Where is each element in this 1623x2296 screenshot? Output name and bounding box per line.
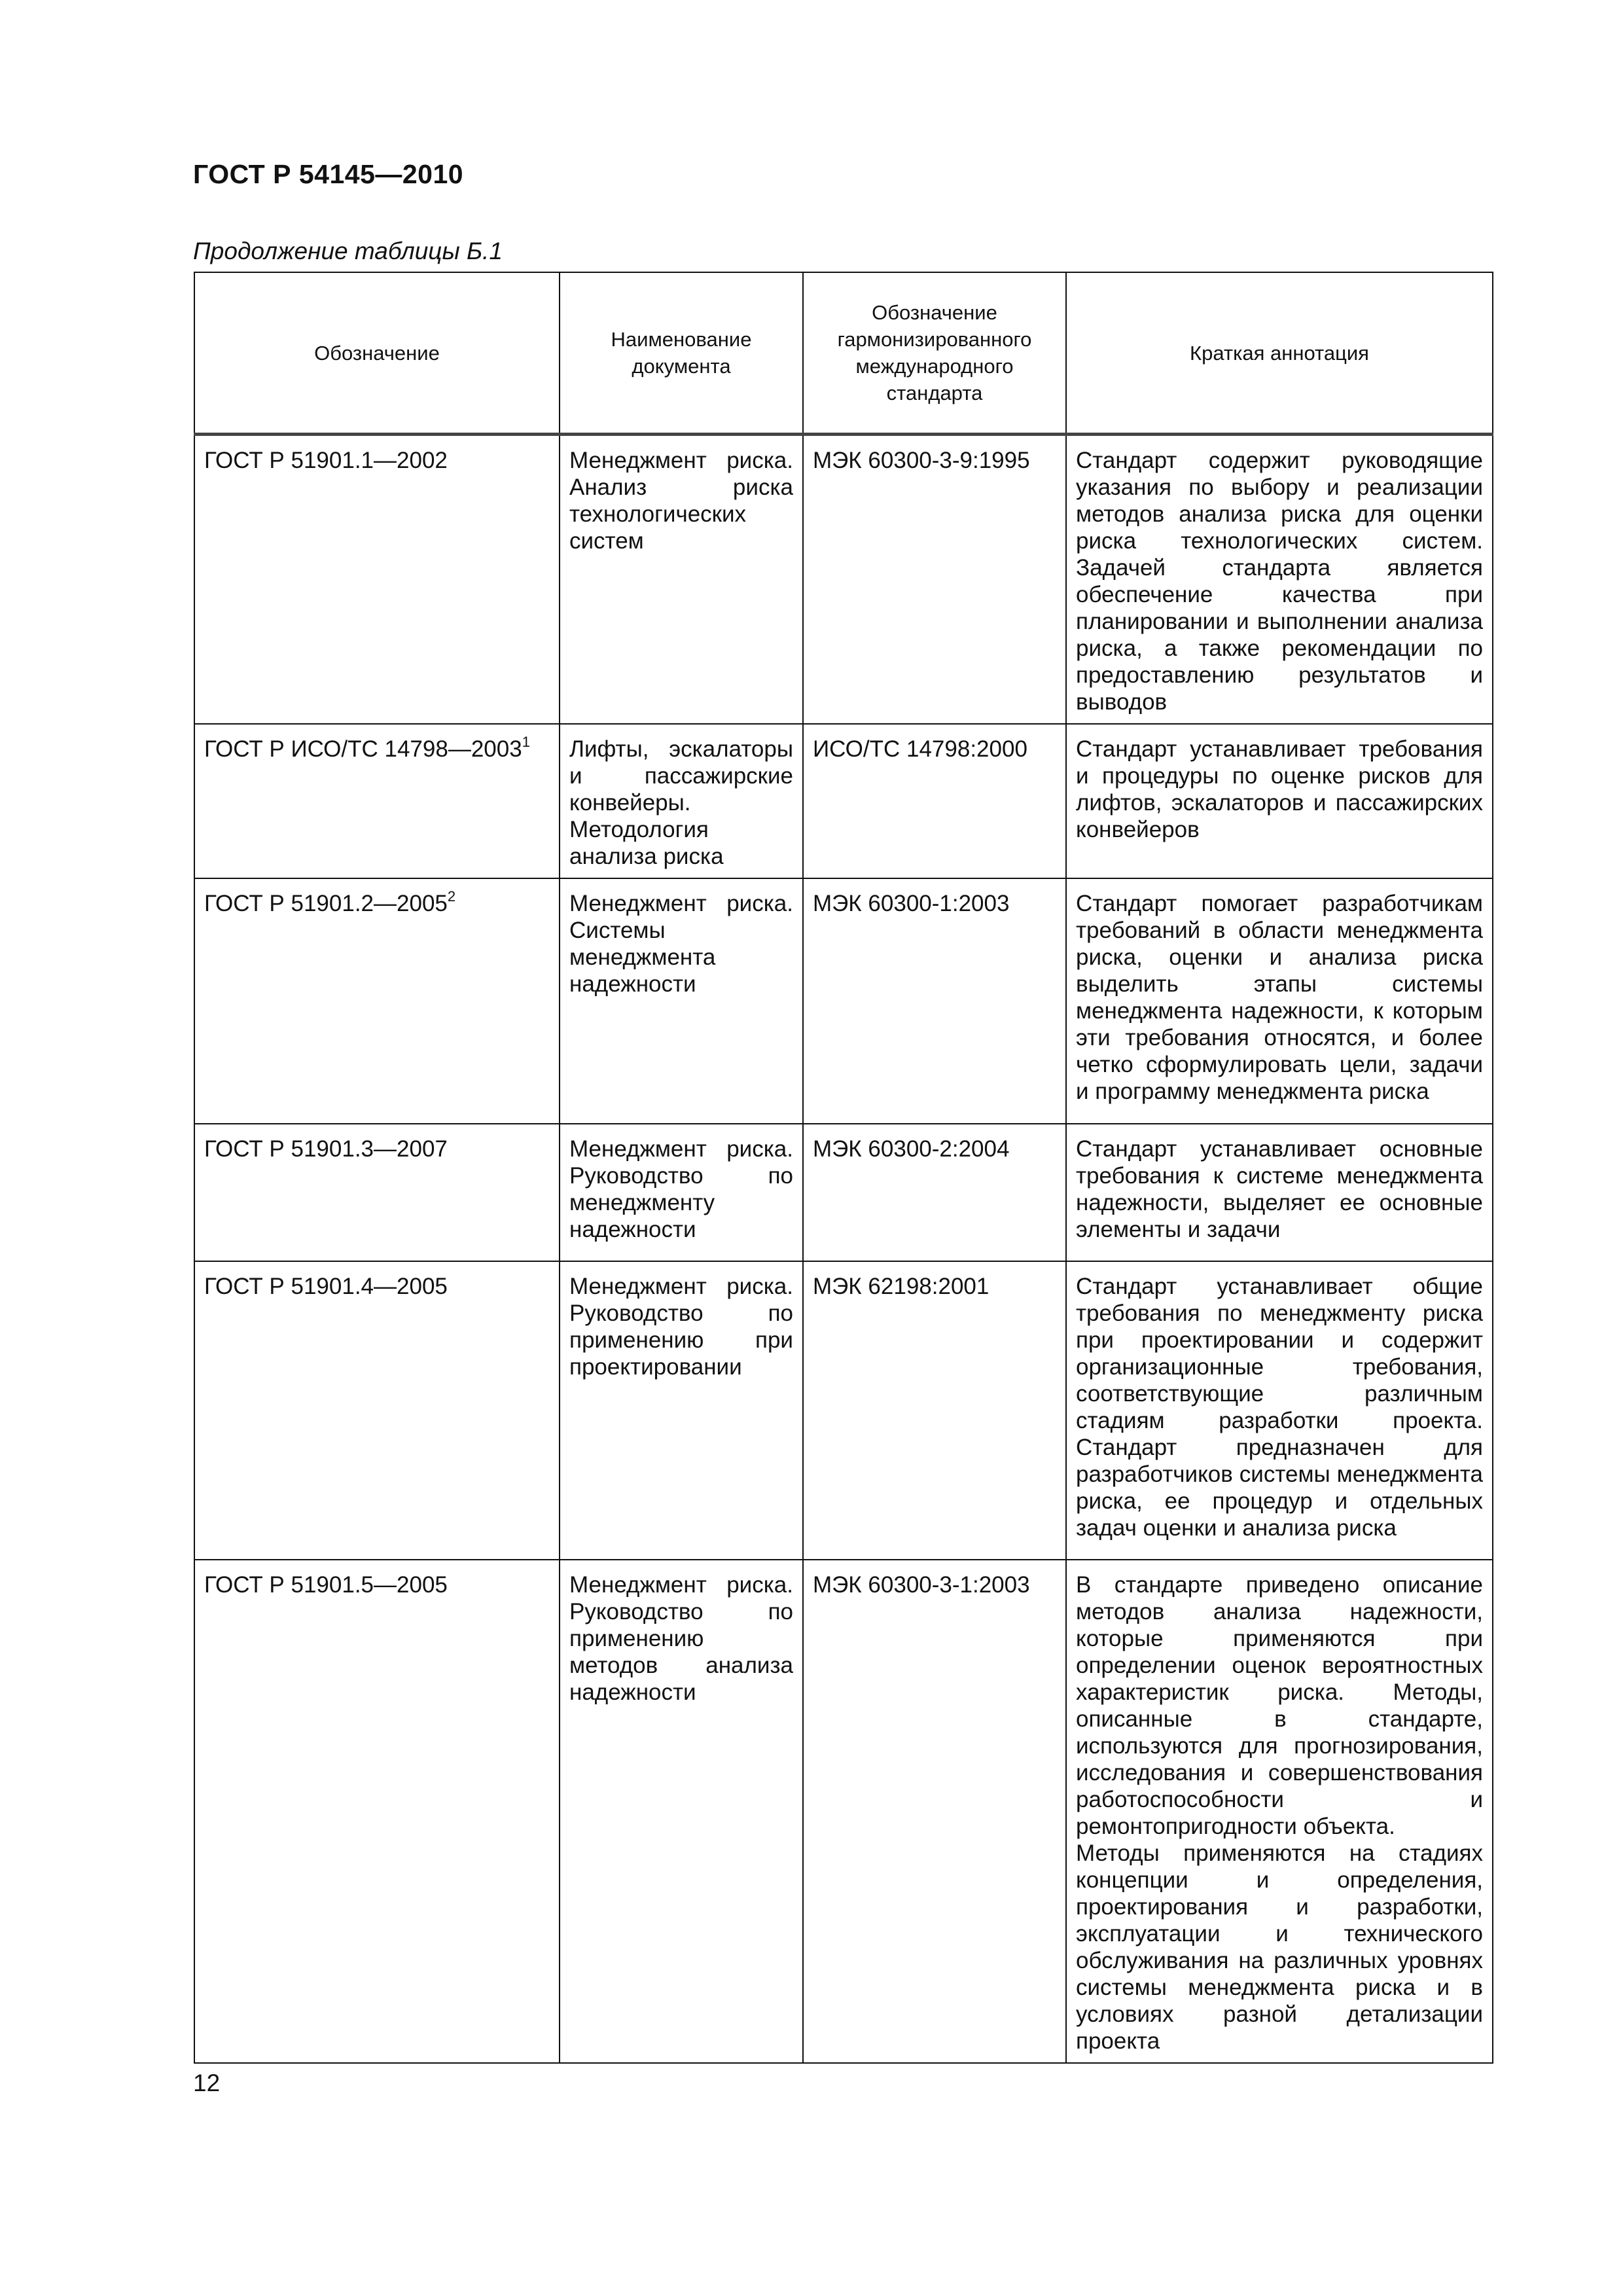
annotation-cell	[1066, 878, 1493, 1124]
footnote-mark: 2	[447, 888, 456, 905]
designation-cell: ГОСТ Р 51901.2—2005$^2$	[194, 878, 560, 1124]
footnote-mark: 1	[522, 734, 530, 751]
table-row	[194, 724, 1493, 878]
international-standard-cell: МЭК 62198:2001	[803, 1261, 1066, 1560]
designation-cell: ГОСТ Р 51901.1—2002	[194, 435, 560, 725]
column-header-international-standard: Обозначение гармонизированного международного стандарта	[803, 272, 1066, 435]
table-header-row	[194, 272, 1493, 435]
designation-cell: ГОСТ Р ИСО/ТС 14798—2003$^1$	[194, 724, 560, 878]
table-row	[194, 435, 1493, 725]
international-standard-cell: МЭК 60300-3-1:2003	[803, 1560, 1066, 2063]
document-name-cell: Лифты, эскалаторы и пассажирские конвейеры. Методология анализа риска	[560, 724, 803, 878]
international-standard-cell: МЭК 60300-2:2004	[803, 1124, 1066, 1261]
designation-cell: ГОСТ Р 51901.3—2007	[194, 1124, 560, 1261]
column-header-designation: Обозначение	[194, 272, 560, 435]
annotation-paragraph: Стандарт устанавливает общие требования по менеджменту риска при проектировании и содержит организационные требования, соответствующие различным стадиям разработки проекта. Стандарт предназначен для разработчиков системы менеджмента риска, ее процедур и отдельных задач оценки и анализа риска	[1076, 1274, 1483, 1541]
page-number: 12	[193, 2070, 221, 2096]
document-name-cell: Менеджмент риска. Руководство по менеджменту надежности	[560, 1124, 803, 1261]
column-header-annotation: Краткая аннотация	[1066, 272, 1493, 435]
table-row	[194, 878, 1493, 1124]
annotation-paragraph: Методы применяются на стадиях концепции и определения, проектирования и разработки, эксплуатации и технического обслуживания на различных уровнях системы менеджмента риска и в условиях разной детализации проекта	[1076, 1840, 1483, 2054]
annotation-cell	[1066, 435, 1493, 725]
document-name-cell: Менеджмент риска. Системы менеджмента надежности	[560, 878, 803, 1124]
document-name-cell: Менеджмент риска. Анализ риска технологических систем	[560, 435, 803, 725]
international-standard-cell: МЭК 60300-1:2003	[803, 878, 1066, 1124]
designation-cell: ГОСТ Р 51901.5—2005	[194, 1560, 560, 2063]
annotation-cell	[1066, 1261, 1493, 1560]
annotation-paragraph: В стандарте приведено описание методов анализа надежности, которые применяются при определении оценок вероятностных характеристик риска. Методы, описанные в стандарте, используются для прогнозирования, исследования и совершенствования работоспособности и ремонтопригодности объекта.	[1076, 1572, 1483, 1839]
table-row	[194, 1261, 1493, 1560]
column-header-document-name: Наименование документа	[560, 272, 803, 435]
international-standard-cell: ИСО/ТС 14798:2000	[803, 724, 1066, 878]
table-caption: Продолжение таблицы Б.1	[193, 238, 503, 264]
annotation-cell	[1066, 1124, 1493, 1261]
annotation-paragraph: Стандарт устанавливает требования и процедуры по оценке рисков для лифтов, эскалаторов и пассажирских конвейеров	[1076, 736, 1483, 842]
document-title: ГОСТ Р 54145—2010	[193, 159, 464, 189]
table-row	[194, 1560, 1493, 2063]
document-name-cell: Менеджмент риска. Руководство по применению методов анализа надежности	[560, 1560, 803, 2063]
annotation-cell	[1066, 1560, 1493, 2063]
standards-table	[194, 272, 1493, 2064]
table-row	[194, 1124, 1493, 1261]
annotation-paragraph: Стандарт устанавливает основные требования к системе менеджмента надежности, выделяет ее основные элементы и задачи	[1076, 1136, 1483, 1242]
annotation-paragraph: Стандарт содержит руководящие указания по выбору и реализации методов анализа риска для оценки риска технологических систем. Задачей стандарта является обеспечение качества при планировании и выполнении анализа риска, а также рекомендации по предоставлению результатов и выводов	[1076, 448, 1483, 715]
annotation-cell	[1066, 724, 1493, 878]
designation-cell: ГОСТ Р 51901.4—2005	[194, 1261, 560, 1560]
international-standard-cell: МЭК 60300-3-9:1995	[803, 435, 1066, 725]
annotation-paragraph: Стандарт помогает разработчикам требований в области менеджмента риска, оценки и анализа риска выделить этапы системы менеджмента надежности, к которым эти требования относятся, и более четко сформулировать цели, задачи и программу менеджмента риска	[1076, 891, 1483, 1104]
document-name-cell: Менеджмент риска. Руководство по применению при проектировании	[560, 1261, 803, 1560]
